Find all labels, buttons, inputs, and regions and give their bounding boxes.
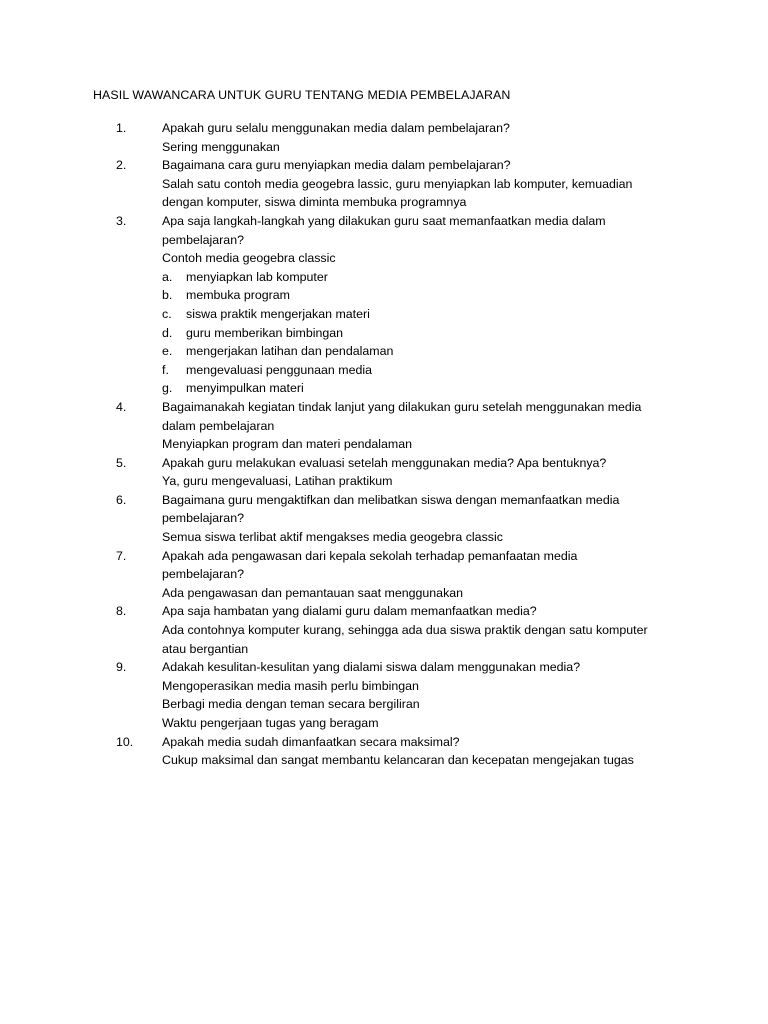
answer-text: Semua siswa terlibat aktif mengakses media geogebra classic — [162, 530, 503, 545]
question-text: Apa saja langkah-langkah yang dilakukan guru saat memanfaatkan media dalam — [162, 213, 606, 228]
question-body — [162, 491, 682, 547]
question-item — [0, 602, 768, 658]
question-text: Apakah media sudah dimanfaatkan secara maksimal? — [162, 734, 460, 749]
question-item — [0, 454, 768, 491]
question-text: Apakah guru melakukan evaluasi setelah menggunakan media? Apa bentuknya? — [162, 455, 607, 470]
question-text: pembelajaran? — [162, 511, 244, 526]
question-body — [162, 658, 682, 732]
question-item — [0, 156, 768, 212]
step-text: siswa praktik mengerjakan materi — [186, 306, 370, 321]
question-text: pembelajaran? — [162, 232, 244, 247]
answer-text: Mengoperasikan media masih perlu bimbingan — [162, 678, 419, 693]
question-number: 1. — [116, 121, 127, 135]
question-text: pembelajaran? — [162, 567, 244, 582]
question-body — [162, 454, 682, 491]
answer-text: Menyiapkan program dan materi pendalaman — [162, 437, 413, 452]
answer-text: Salah satu contoh media geogebra lassic, guru menyiapkan lab komputer, kemuadian — [162, 176, 633, 191]
question-number: 3. — [116, 213, 127, 228]
step-text: menyimpulkan materi — [186, 381, 304, 396]
question-text: Apakah ada pengawasan dari kepala sekolah terhadap pemanfaatan media — [162, 548, 578, 563]
answer-step-item — [162, 379, 682, 398]
step-text: membuka program — [186, 288, 290, 303]
question-item — [0, 398, 768, 454]
answer-text: Waktu pengerjaan tugas yang beragam — [162, 716, 379, 730]
step-letter: e. — [162, 344, 173, 359]
document-title: HASIL WAWANCARA UNTUK GURU TENTANG MEDIA PEMBELAJARAN — [93, 88, 511, 102]
step-text: mengerjakan latihan dan pendalaman — [186, 344, 394, 359]
question-number: 4. — [116, 399, 127, 414]
step-letter: f. — [162, 362, 169, 377]
answer-step-item — [162, 342, 682, 361]
question-number: 6. — [116, 492, 127, 507]
answer-step-item — [162, 305, 682, 324]
question-text: Bagaimana cara guru menyiapkan media dalam pembelajaran? — [162, 158, 511, 173]
question-body — [162, 119, 682, 156]
answer-text: Ada contohnya komputer kurang, sehingga ada dua siswa praktik dengan satu komputer — [162, 623, 648, 638]
step-text: guru memberikan bimbingan — [186, 325, 344, 340]
question-number: 9. — [116, 660, 127, 675]
answer-step-item — [162, 286, 682, 305]
question-item — [0, 212, 768, 398]
answer-text: dengan komputer, siswa diminta membuka programnya — [162, 195, 467, 210]
answer-text: Contoh media geogebra classic — [162, 251, 336, 266]
answer-text: Berbagi media dengan teman secara bergiliran — [162, 697, 420, 712]
answer-text: Cukup maksimal dan sangat membantu kelancaran dan kecepatan mengejakan tugas — [162, 753, 634, 768]
question-item — [0, 119, 768, 156]
answer-text: atau bergantian — [162, 641, 249, 656]
answer-text: Ya, guru mengevaluasi, Latihan praktikum — [162, 474, 393, 489]
step-letter: d. — [162, 325, 173, 340]
step-text: mengevaluasi penggunaan media — [186, 362, 372, 377]
question-item — [0, 547, 768, 603]
question-item — [0, 733, 768, 770]
answer-step-item — [162, 268, 682, 287]
question-text: Apakah guru selalu menggunakan media dalam pembelajaran? — [162, 121, 510, 135]
question-text: dalam pembelajaran — [162, 418, 275, 433]
answer-step-item — [162, 361, 682, 380]
question-body — [162, 733, 682, 770]
question-body — [162, 398, 682, 454]
interview-question-list — [0, 119, 768, 770]
question-number: 5. — [116, 455, 127, 470]
question-text: Bagaimana guru mengaktifkan dan melibatkan siswa dengan memanfaatkan media — [162, 492, 620, 507]
question-body — [162, 547, 682, 603]
step-letter: c. — [162, 306, 172, 321]
question-body — [162, 156, 682, 212]
question-item — [0, 658, 768, 732]
step-letter: a. — [162, 269, 173, 284]
question-body — [162, 602, 682, 658]
answer-step-item — [162, 324, 682, 343]
question-text: Apa saja hambatan yang dialami guru dalam memanfaatkan media? — [162, 604, 537, 619]
step-letter: b. — [162, 288, 173, 303]
step-text: menyiapkan lab komputer — [186, 269, 328, 284]
question-number: 2. — [116, 158, 127, 173]
question-number: 7. — [116, 548, 127, 563]
question-text: Adakah kesulitan-kesulitan yang dialami siswa dalam menggunakan media? — [162, 660, 581, 675]
answer-text: Ada pengawasan dan pemantauan saat menggunakan — [162, 585, 464, 600]
question-number: 8. — [116, 604, 127, 619]
answer-text: Sering menggunakan — [162, 139, 280, 154]
question-item — [0, 491, 768, 547]
question-text: Bagaimanakah kegiatan tindak lanjut yang dilakukan guru setelah menggunakan media — [162, 399, 642, 414]
question-number: 10. — [116, 734, 134, 749]
step-letter: g. — [162, 381, 173, 396]
question-body — [162, 212, 682, 398]
